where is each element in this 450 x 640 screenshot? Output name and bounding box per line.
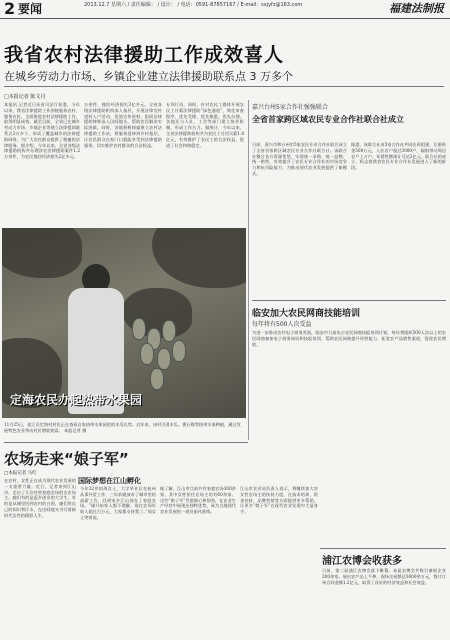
section-title: 要闻 bbox=[18, 2, 43, 16]
feature-col-2: 今年32岁的周女士，大学毕业后在杭州从事外贸工作，三年前她放弃了城市里的高薪工作，回到家乡江山创办了家庭农场。“刚开始家人都不理解，现在农场年收入超过百万元，大家都支持我了。”周女士笑着说。 bbox=[80, 486, 156, 520]
main-byline: □本报记者 陈文丹 bbox=[4, 94, 46, 100]
sec3-body: 日前，第三届浦江农博会落下帷幕。本届农博会共吸引参展企业200余家，展出农产品上千种，现场交易额达3000余万元，签订订单合同金额1.2亿元，取得了良好的经济效益和社会效益。 bbox=[322, 568, 446, 585]
newspaper-logo: 福建法制报 bbox=[389, 2, 444, 15]
photo-caption-title: 定海农民办起热带水果园 bbox=[10, 393, 143, 407]
article-col-1: 本报讯 记者近日从省司法厅获悉，今年以来，我省法律援助工作围绕服务农村、服务农民，全面推进农村法律援助工作，取得明显成效。截至目前，全省已在城乡劳动力市场、乡镇企业等建立法律援助联系点3万多个，形成了覆盖城乡的法律援助网络，为广大农民群众提供了便捷的法律服务。据介绍，今年以来，全省各级法律援助机构共办理涉农法律援助案件1.2万余件，为农民挽回经济损失2亿多元。 bbox=[4, 102, 80, 160]
feature-col-1: 在农村，女性正在成为现代农业发展的一支重要力量。近日，记者来到江山市，走访了几位经营家庭农场的女农场主。她们有的是返乡创业的大学生，有的是从城里回到农村的白领，她们用自己的知识和汗水，在田间地头书写着新时代女性的精彩人生。 bbox=[4, 478, 76, 518]
divider bbox=[320, 548, 446, 549]
right-body-1: 日前，嘉兴市和台州市5家农民专业合作社联合成立了全省首家跨区域农民专业合作社联合社。该联合社整合各方资源优势，实现统一采购、统一品牌、统一销售，有效提升了农民专业合作社的市场竞争力和抗风险能力，为推动现代农业发展提供了新模式。 bbox=[252, 142, 347, 176]
page-header bbox=[0, 0, 450, 19]
sec3-title: 浦江农博会收获多 bbox=[322, 556, 402, 567]
photo-credit: 本报记者 摄 bbox=[63, 427, 87, 433]
news-photo bbox=[2, 228, 246, 418]
article-col-3: 专项行动，同时，针对农民工群体开展农民工讨薪法律援助“绿色通道”，简化审查程序，优先受理、优先指派、优先办理。各地还与人社、工会等部门建立协作机制，形成工作合力。据统计，今年以来，全省法律援助机构共为农民工讨回欠薪1.8亿元，有效维护了农民工的合法权益，促进了社会和谐稳定。 bbox=[166, 102, 244, 148]
divider bbox=[252, 300, 446, 301]
header-meta: 2013.12.7 星期六 / 责任编辑： / 设计： / 电话：0591-87857167 / E-mail：sxjyfz@163.com bbox=[84, 2, 303, 8]
photo-caption bbox=[4, 422, 244, 433]
photo-caption-text: 11月25日，连江县定海村村民正在查看自家热带水果园里的木瓜长势。近年来，该村引进木瓜、番石榴等热带水果种植，通过发展特色农业带动村民增收致富。 bbox=[4, 422, 241, 433]
feature-byline: □本报记者 马红 bbox=[4, 471, 37, 476]
feature-box-title: 国际梦想在江山孵化 bbox=[78, 477, 141, 485]
feature-col-3: 据了解，江山市目前共有家庭农场300余家，其中女性担任农场主的有60余家。这些“娘子军”凭借细心和韧劲，在农业生产经营中展现出独特优势，成为当地现代农业发展的一道亮丽风景线。 bbox=[160, 486, 236, 515]
right-body-2: 据悉，该联合社由5家合作社共同出资组建，注册资金500万元，入社农户超过3000户，辐射带动周边农户上万户，年销售额预计可达2亿元。联合社的成立，标志着我省农民专业合作社发展进入了新的阶段。 bbox=[351, 142, 446, 171]
right-title: 全省首家跨区域农民专业合作社联合社成立 bbox=[252, 115, 404, 124]
divider bbox=[4, 86, 444, 87]
sec2-title: 临安加大农民网商技能培训 bbox=[252, 309, 361, 319]
sec2-body: 为进一步推动农村电子商务发展，临安市日前出台农民网商技能培训计划，每年将组织500人次以上的农民网商参加电子商务知识和技能培训，帮助农民网商提升经营能力，拓宽农产品销售渠道，促进农民增收。 bbox=[252, 330, 446, 347]
sec2-subtitle: 每年将有500人次受益 bbox=[252, 321, 312, 328]
feature-col-4: 江山市农业局负责人表示，将继续加大对女性农场主的扶持力度，在技术培训、资金扶持、品牌营销等方面提供更多帮助，让更多“娘子军”在现代农业发展中大显身手。 bbox=[240, 486, 318, 515]
main-subheadline: 在城乡劳动力市场、乡镇企业建立法律援助联系点 3 万多个 bbox=[4, 70, 293, 83]
main-headline: 我省农村法律援助工作成效喜人 bbox=[4, 44, 285, 66]
page-number: 2 bbox=[4, 0, 16, 18]
article-col-2: 万余件，挽回经济损失3亿多元。全省各级法律援助机构深入基层，开展法律宣传进村入户活动，发放宣传资料，组织法律援助律师深入田间地头，帮助农民解决实际困难。同时，各地积极探索建立农村法律援助工作站，将服务延伸到乡村基层，让农民群众在家门口就能享受到法律援助服务，切实维护农村群众的合法权益。 bbox=[84, 102, 162, 148]
right-kicker: 嘉兴台州5家合作社强强联合 bbox=[252, 104, 328, 111]
feature-title: 农场走来“娘子军” bbox=[4, 450, 129, 468]
column-divider bbox=[248, 100, 249, 440]
divider bbox=[4, 442, 248, 443]
